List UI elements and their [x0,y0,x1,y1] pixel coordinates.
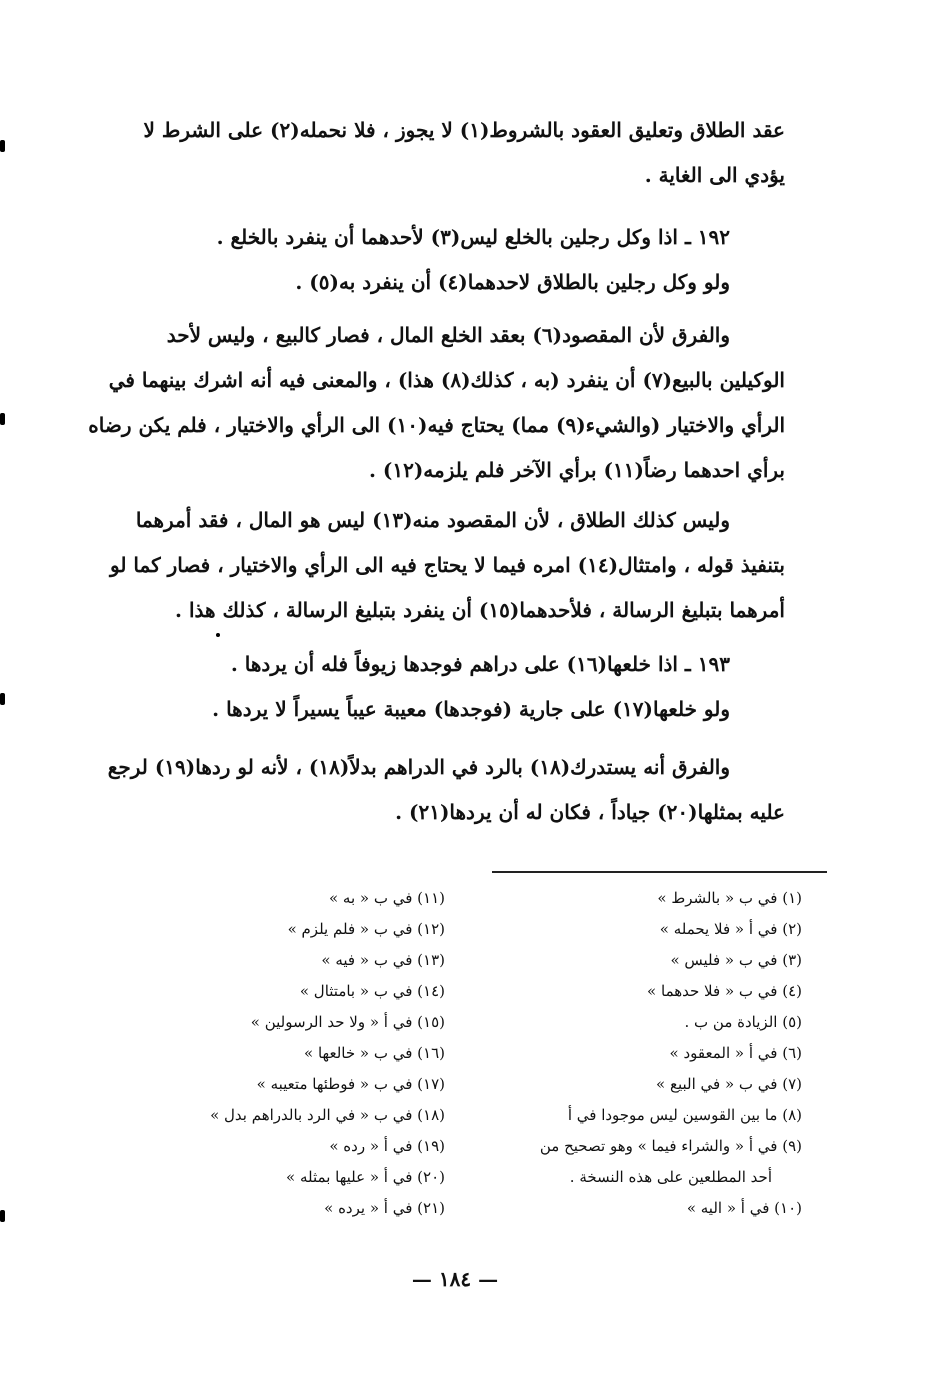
text-line: الوكيلين بالبيع(٧) أن ينفرد (به ، كذلك(٨) هذا) ، والمعنى فيه أنه اشرك بينهما في [108,368,785,392]
margin-mark [0,693,5,705]
footnote: (١٦) في ب « خالعها » [304,1044,445,1062]
footnote: (٢) في أ « فلا يحمله » [659,920,802,938]
footnote: (١٨) في ب « في الرد بالدراهم بدل » [210,1106,445,1124]
footnote-separator [492,871,827,873]
footnote: (٩) في أ « والشراء فيما » وهو تصحيح من [539,1137,802,1155]
text-line: ولو وكل رجلين بالطلاق لاحدهما(٤) أن ينفرد به(٥) . [295,270,730,294]
margin-mark [0,413,5,425]
text-line: برأي احدهما رضاً(١١) برأي الآخر فلم يلزمه(١٢) . [368,458,785,482]
footnote: (١٢) في ب « فلم يلزم » [287,920,445,938]
text-line: وليس كذلك الطلاق ، لأن المقصود منه(١٣) ليس هو المال ، فقد أمرهما [135,508,730,532]
footnote: (٦) في أ « المعقود » [669,1044,802,1062]
text-line: والفرق لأن المقصود(٦) بعقد الخلع المال ، فصار كالبيع ، وليس لأحد [166,323,730,347]
footnote: (١٧) في ب « فوطئها متعيبه » [256,1075,445,1093]
page-number: — ١٨٤ — [411,1267,499,1291]
text-line: عقد الطلاق وتعليق العقود بالشروط(١) لا يجوز ، فلا نحمله(٢) على الشرط لا [143,118,785,142]
text-line: أمرهما بتبليغ الرسالة ، فلأحدهما(١٥) أن ينفرد بتبليغ الرسالة ، كذلك هذا . [175,598,785,622]
text-line: والفرق أنه يستدرك(١٨) بالرد في الدراهم بدلاً(١٨) ، لأنه لو ردها(١٩) لرجع [107,755,730,779]
ink-speck [216,633,220,637]
footnote: (٣) في ب « فليس » [670,951,802,969]
text-line: الرأي والاختيار (والشيء(٩) مما) يحتاج فيه(١٠) الى الرأي والاختيار ، فلم يكن رضاه [88,413,785,437]
footnote: (٥) الزيادة من ب . [684,1013,802,1031]
footnote: (٤) في ب « فلا حدهما » [647,982,802,1000]
text-line: عليه بمثلها(٢٠) جياداً ، فكان له أن يردها(٢١) . [395,800,785,824]
footnote: (٢٠) في أ « عليها بمثله » [286,1168,445,1186]
footnote: (١) في ب « بالشرط » [657,889,802,907]
footnote: (١٤) في ب « بامتثال » [299,982,445,1000]
text-line: يؤدي الى الغاية . [644,163,785,187]
footnote: (٨) ما بين القوسين ليس موجودا في أ [567,1106,802,1124]
footnote: (٧) في ب « في البيع » [656,1075,802,1093]
paragraph-4 [110,498,785,633]
footnotes-left-column [180,883,445,1224]
footnote: (١٩) في أ « رده » [329,1137,445,1155]
paragraph-1 [120,108,785,198]
rule-heading: ١٩٣ ـ اذا خلعها(١٦) على دراهم فوجدها زيوفاً فله أن يردها . [230,652,730,676]
section-192 [120,215,785,305]
text-line: بتنفيذ قوله ، وامتثال(١٤) امره فيما لا يحتاج فيه الى الرأي والاختيار ، فصار كما لو [110,553,785,577]
text-line: ولو خلعها(١٧) على جارية (فوجدها) معيبة عيباً يسيراً لا يردها . [212,697,730,721]
footnote: (١٠) في أ « اليه » [686,1199,802,1217]
paragraph-3 [88,313,785,493]
footnote: (٢١) في أ « يرده » [324,1199,445,1217]
margin-mark [0,140,5,152]
footnotes-right-column [490,883,802,1224]
rule-heading: ١٩٢ ـ اذا وكل رجلين بالخلع ليس(٣) لأحدهما أن ينفرد بالخلع . [216,225,730,249]
section-193 [120,642,785,732]
paragraph-6 [107,745,785,835]
footnote: (١٥) في أ « ولا حد الرسولين » [250,1013,445,1031]
footnote: (١٣) في ب « فيه » [321,951,445,969]
margin-mark [0,1210,5,1222]
footnote: (١١) في ب « به » [328,889,445,907]
footnote-continuation: أحد المطلعين على هذه النسخة . [569,1168,772,1186]
